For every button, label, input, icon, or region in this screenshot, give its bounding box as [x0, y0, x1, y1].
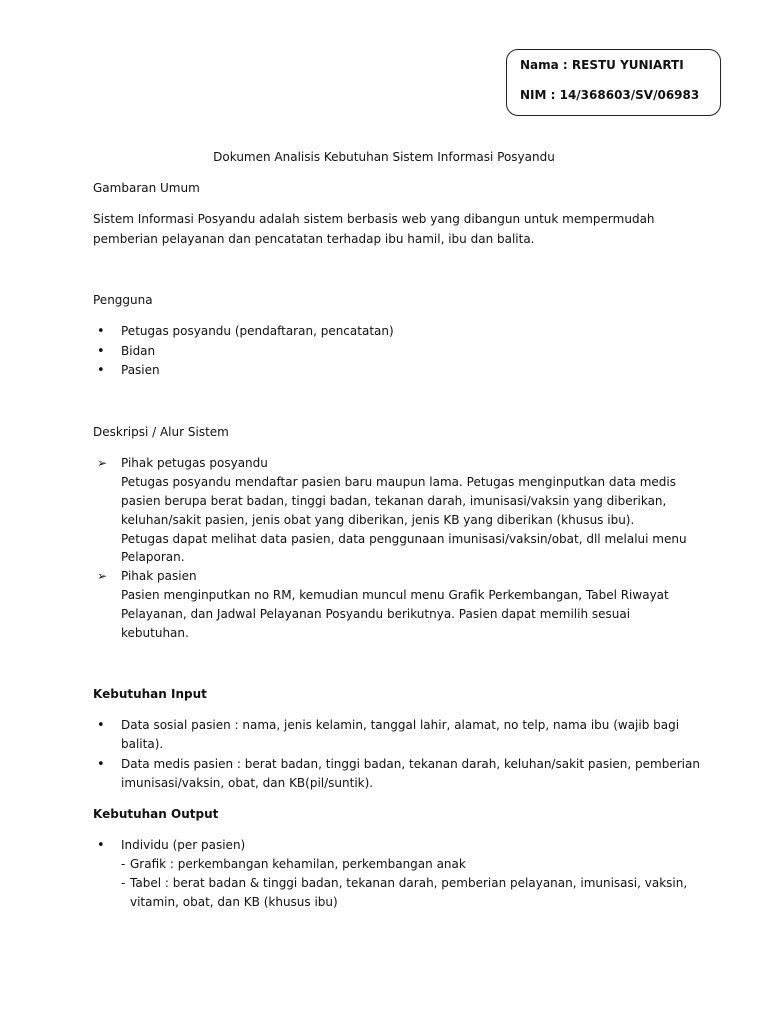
heading-pengguna: Pengguna — [93, 293, 153, 307]
heading-kebutuhan-input: Kebutuhan Input — [93, 687, 207, 701]
bullet-icon: • — [97, 363, 105, 378]
arrow-bullet-icon: ➢ — [97, 456, 108, 470]
output-sub-tabel-line-2: vitamin, obat, dan KB (khusus ibu) — [130, 895, 338, 909]
heading-kebutuhan-output: Kebutuhan Output — [93, 807, 219, 821]
heading-deskripsi-alur: Deskripsi / Alur Sistem — [93, 425, 229, 439]
dash-icon: - — [121, 857, 126, 871]
pengguna-item-pasien: Pasien — [121, 363, 160, 377]
deskripsi-petugas-title: Pihak petugas posyandu — [121, 456, 268, 470]
heading-gambaran-umum: Gambaran Umum — [93, 181, 200, 195]
bullet-icon: • — [97, 838, 105, 853]
pengguna-item-petugas: Petugas posyandu (pendaftaran, pencatatan) — [121, 324, 394, 338]
gambaran-line-2: pemberian pelayanan dan pencatatan terhadap ibu hamil, ibu dan balita. — [93, 232, 535, 246]
deskripsi-pasien-line-3: kebutuhan. — [121, 626, 189, 640]
document-title: Dokumen Analisis Kebutuhan Sistem Informasi Posyandu — [213, 150, 555, 164]
student-id-box — [506, 49, 721, 116]
gambaran-line-1: Sistem Informasi Posyandu adalah sistem berbasis web yang dibangun untuk mempermudah — [93, 212, 655, 226]
deskripsi-pasien-line-1: Pasien menginputkan no RM, kemudian muncul menu Grafik Perkembangan, Tabel Riwayat — [121, 588, 669, 602]
deskripsi-petugas-line-5: Pelaporan. — [121, 550, 185, 564]
bullet-icon: • — [97, 324, 105, 339]
output-item-individu: Individu (per pasien) — [121, 838, 246, 852]
deskripsi-petugas-line-4: Petugas dapat melihat data pasien, data penggunaan imunisasi/vaksin/obat, dll melalui menu — [121, 532, 687, 546]
pengguna-item-bidan: Bidan — [121, 344, 156, 358]
arrow-bullet-icon: ➢ — [97, 569, 108, 583]
student-nim: NIM : 14/368603/SV/06983 — [520, 88, 700, 102]
deskripsi-petugas-line-2: pasien berupa berat badan, tinggi badan, tekanan darah, imunisasi/vaksin yang diberikan, — [121, 494, 667, 508]
bullet-icon: • — [97, 718, 105, 733]
bullet-icon: • — [97, 757, 105, 772]
dash-icon: - — [121, 876, 126, 890]
bullet-icon: • — [97, 344, 105, 359]
output-sub-tabel-line-1: Tabel : berat badan & tinggi badan, tekanan darah, pemberian pelayanan, imunisasi, vaksin, — [130, 876, 688, 890]
student-name: Nama : RESTU YUNIARTI — [520, 58, 684, 72]
input-item-sosial-line-2: balita). — [121, 737, 164, 751]
deskripsi-pasien-line-2: Pelayanan, dan Jadwal Pelayanan Posyandu berikutnya. Pasien dapat memilih sesuai — [121, 607, 631, 621]
deskripsi-petugas-line-1: Petugas posyandu mendaftar pasien baru maupun lama. Petugas menginputkan data medis — [121, 475, 676, 489]
deskripsi-petugas-line-3: keluhan/sakit pasien, jenis obat yang diberikan, jenis KB yang diberikan (khusus ibu). — [121, 513, 635, 527]
deskripsi-pasien-title: Pihak pasien — [121, 569, 197, 583]
input-item-medis-line-1: Data medis pasien : berat badan, tinggi badan, tekanan darah, keluhan/sakit pasien, pemberian — [121, 757, 700, 771]
input-item-sosial-line-1: Data sosial pasien : nama, jenis kelamin, tanggal lahir, alamat, no telp, nama ibu (wajib bagi — [121, 718, 680, 732]
input-item-medis-line-2: imunisasi/vaksin, obat, dan KB(pil/suntik). — [121, 776, 374, 790]
output-sub-grafik: Grafik : perkembangan kehamilan, perkembangan anak — [130, 857, 466, 871]
